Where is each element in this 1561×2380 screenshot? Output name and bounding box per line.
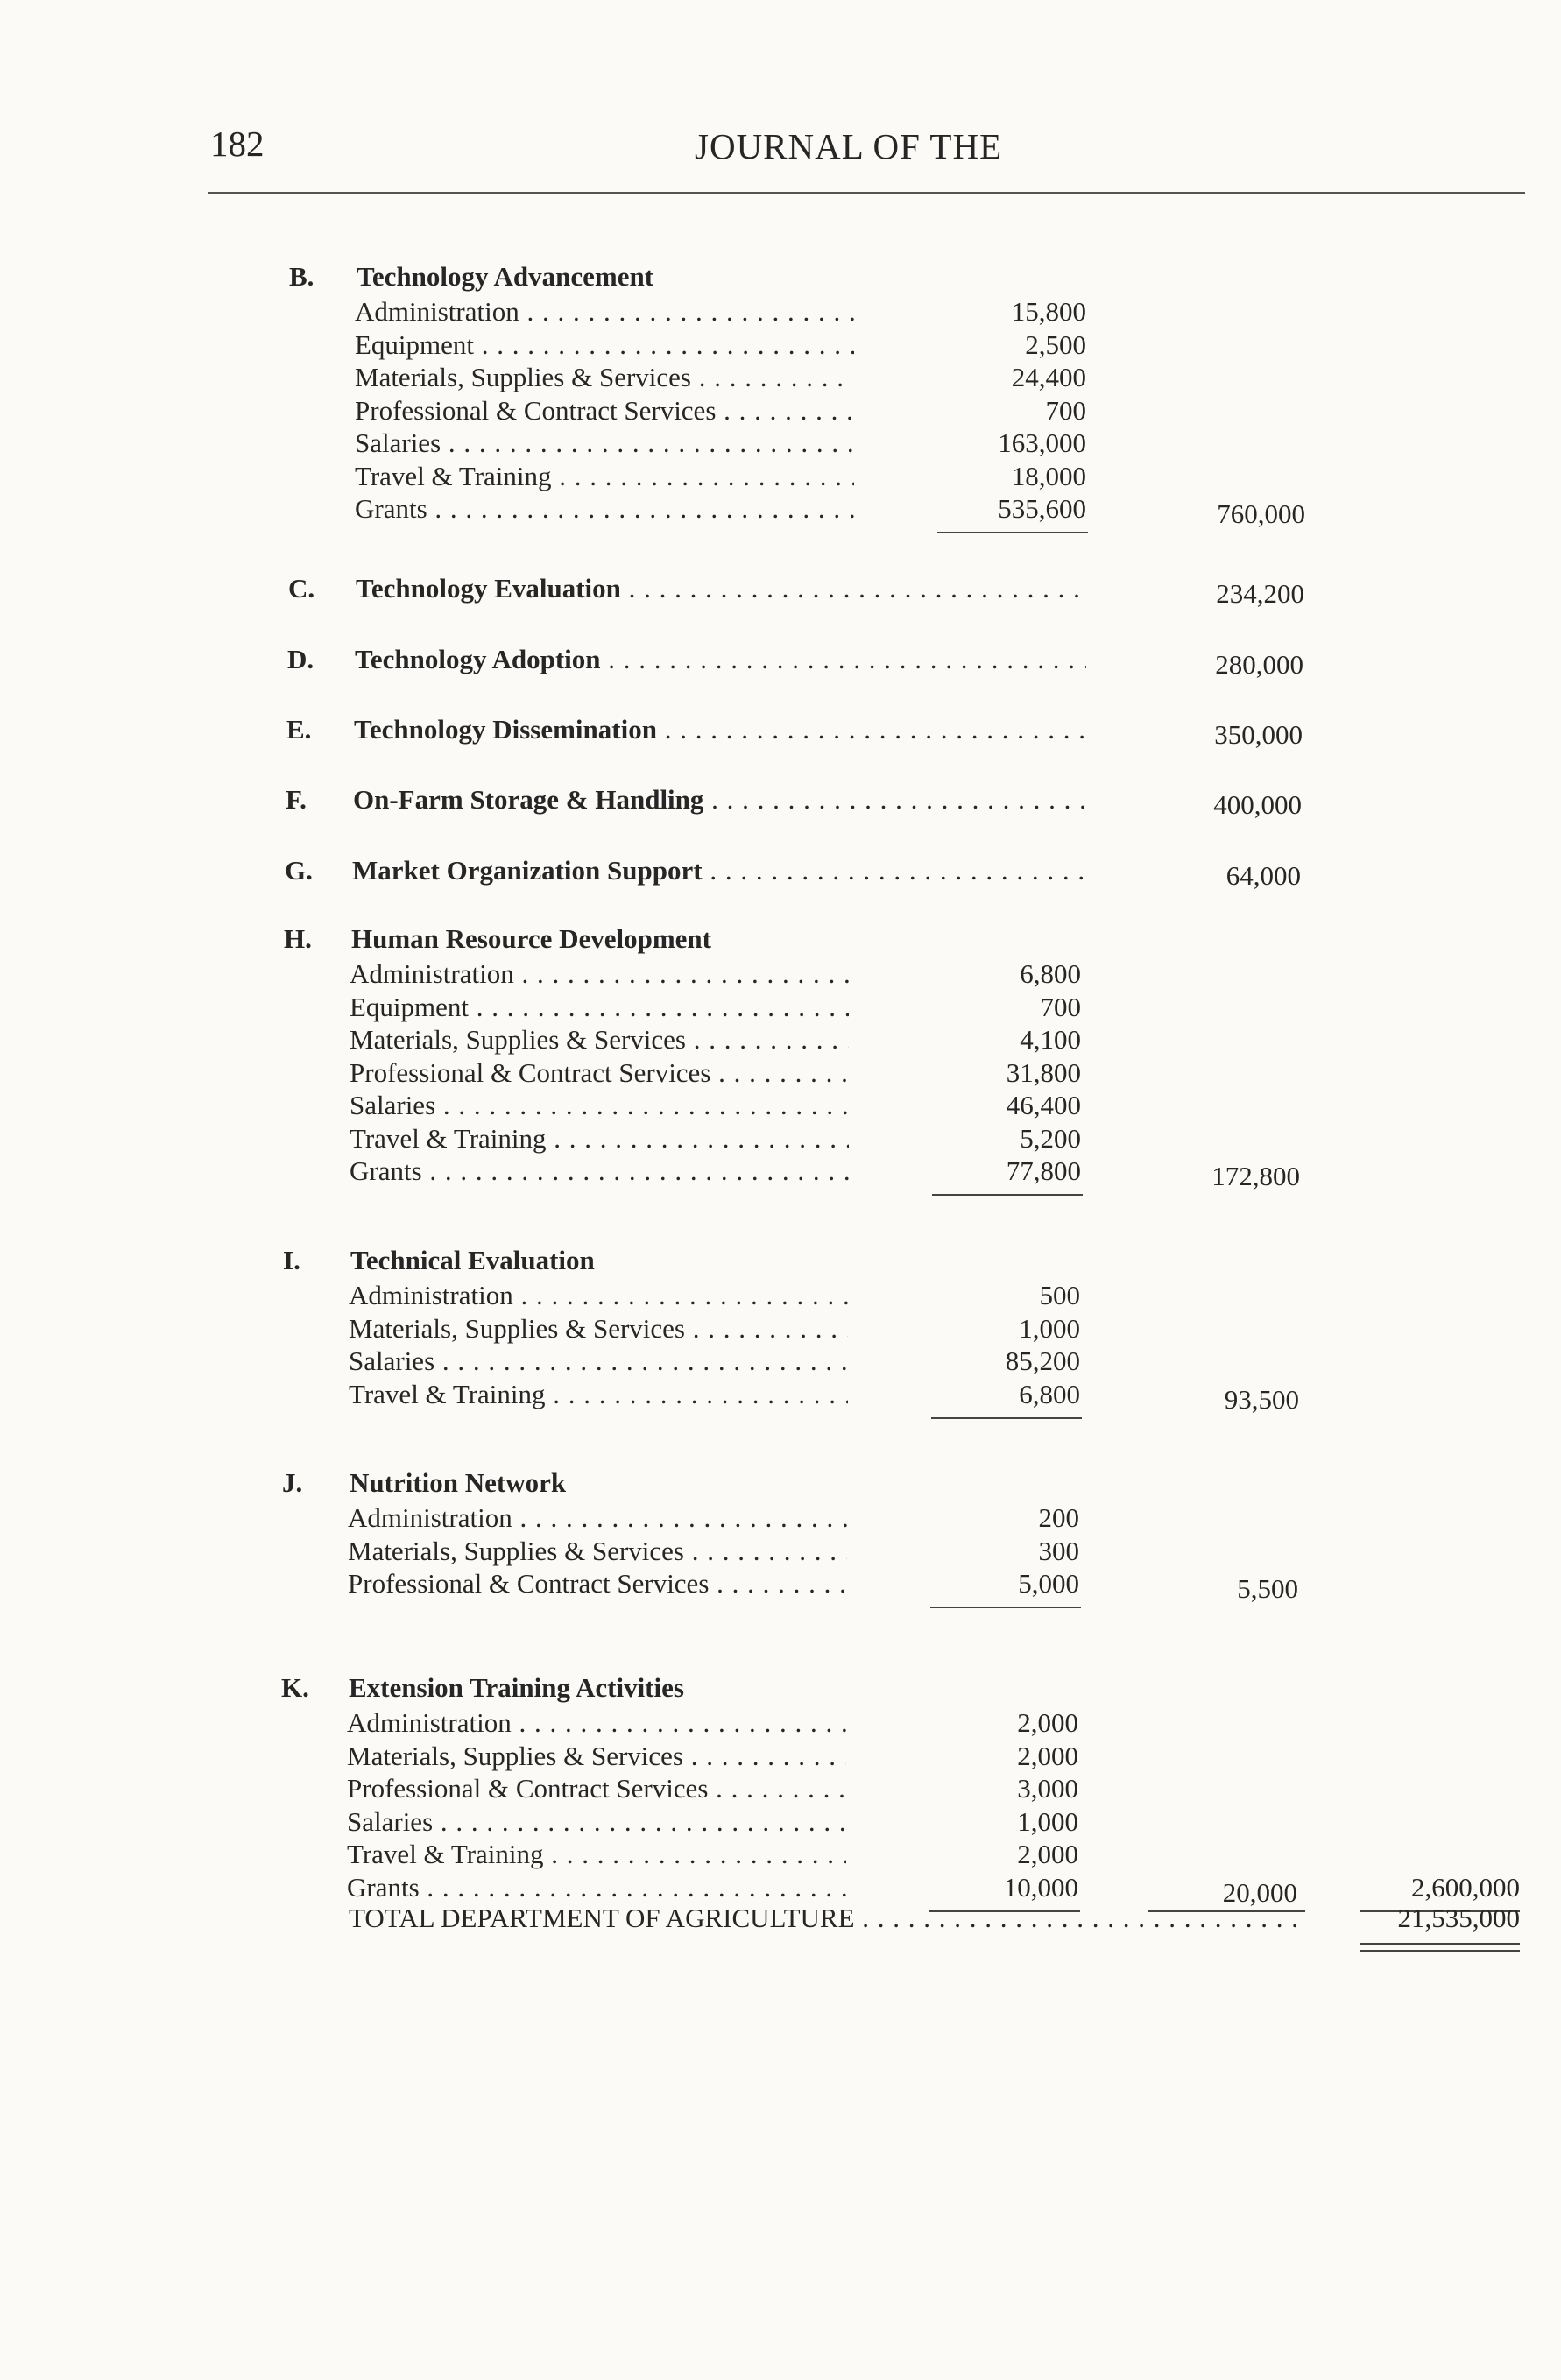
amount-column-rule — [930, 1607, 1081, 1608]
line-item-amount: 1,000 — [1017, 1805, 1078, 1837]
section-subtotal: 64,000 — [1225, 860, 1301, 891]
line-item-label: Professional & Contract Services . . . — [355, 395, 854, 427]
line-item-label: Equipment . . . — [355, 329, 854, 361]
line-item-amount: 5,200 — [1020, 1122, 1081, 1154]
line-item-label: Materials, Supplies & Services . . . — [350, 1024, 849, 1056]
line-item-amount: 500 — [1039, 1280, 1080, 1310]
section-letter: D. — [287, 644, 314, 674]
grand-total-amount: 21,535,000 — [1397, 1903, 1520, 1933]
line-item-amount: 31,800 — [1006, 1056, 1081, 1088]
section-letter: C. — [288, 573, 315, 604]
line-item-amount: 18,000 — [1011, 460, 1086, 491]
section-letter: G. — [285, 855, 313, 886]
line-item-amount: 10,000 — [1003, 1871, 1078, 1903]
section-subtotal: 5,500 — [1237, 1573, 1298, 1604]
line-item-amount: 85,200 — [1005, 1345, 1080, 1376]
line-item-label: Travel & Training . . . — [349, 1379, 848, 1410]
line-item-amount: 3,000 — [1017, 1773, 1078, 1804]
amount-column-rule — [932, 1194, 1083, 1196]
line-item-label: Grants . . . — [355, 493, 854, 525]
grand-total-label: TOTAL DEPARTMENT OF AGRICULTURE . . . — [349, 1903, 1296, 1934]
section-letter: J. — [282, 1467, 303, 1498]
program-total: 2,600,000 — [1411, 1871, 1520, 1903]
page-number: 182 — [210, 124, 265, 164]
line-item-label: Administration . . . — [348, 1502, 847, 1534]
section-subtotal: 172,800 — [1211, 1161, 1300, 1191]
line-item-label: Administration . . . — [355, 296, 854, 328]
section-title: Market Organization Support . . . — [352, 855, 1084, 886]
line-item-amount: 163,000 — [998, 427, 1086, 458]
section-subtotal: 350,000 — [1214, 719, 1303, 750]
line-item-amount: 2,000 — [1017, 1707, 1078, 1738]
section-letter: K. — [281, 1672, 309, 1703]
section-title: Human Resource Development — [351, 923, 711, 954]
line-item-amount: 5,000 — [1018, 1568, 1079, 1599]
line-item-label: Grants . . . — [350, 1155, 849, 1187]
line-item-amount: 2,000 — [1017, 1740, 1078, 1771]
grand-total-double-rule-bottom — [1360, 1950, 1520, 1952]
section-title: Extension Training Activities — [349, 1672, 684, 1703]
line-item-label: Salaries . . . — [350, 1090, 849, 1121]
line-item-label: Professional & Contract Services . . . — [348, 1568, 847, 1600]
line-item-amount: 24,400 — [1011, 362, 1086, 392]
line-item-label: Salaries . . . — [349, 1345, 848, 1377]
line-item-amount: 6,800 — [1020, 958, 1081, 989]
section-title: On-Farm Storage & Handling . . . — [353, 784, 1084, 816]
section-title: Technology Evaluation . . . — [356, 573, 1087, 604]
line-item-amount: 1,000 — [1019, 1312, 1080, 1344]
section-title: Technical Evaluation — [350, 1245, 595, 1275]
line-item-label: Materials, Supplies & Services . . . — [355, 362, 854, 393]
line-item-amount: 300 — [1038, 1535, 1079, 1566]
line-item-amount: 6,800 — [1019, 1378, 1080, 1409]
line-item-label: Professional & Contract Services . . . — [350, 1057, 849, 1089]
section-subtotal: 280,000 — [1215, 649, 1303, 680]
line-item-amount: 15,800 — [1011, 296, 1086, 327]
line-item-label: Equipment . . . — [350, 992, 849, 1023]
line-item-label: Materials, Supplies & Services . . . — [349, 1313, 848, 1345]
line-item-amount: 46,400 — [1006, 1090, 1081, 1120]
line-item-amount: 4,100 — [1020, 1024, 1081, 1055]
running-head: JOURNAL OF THE — [695, 126, 1003, 166]
header-rule — [208, 192, 1525, 194]
line-item-label: Travel & Training . . . — [355, 461, 854, 492]
line-item-label: Materials, Supplies & Services . . . — [348, 1536, 847, 1567]
line-item-label: Grants . . . — [347, 1872, 846, 1903]
line-item-label: Travel & Training . . . — [347, 1839, 846, 1870]
amount-column-rule — [937, 532, 1088, 533]
section-letter: E. — [286, 714, 312, 745]
section-subtotal: 760,000 — [1217, 498, 1305, 529]
section-subtotal: 93,500 — [1224, 1383, 1299, 1415]
grand-total-double-rule-top — [1360, 1943, 1520, 1945]
line-item-label: Administration . . . — [347, 1707, 846, 1739]
section-subtotal: 234,200 — [1216, 578, 1304, 609]
line-item-amount: 700 — [1045, 394, 1086, 426]
line-item-amount: 2,500 — [1025, 328, 1086, 360]
line-item-amount: 2,000 — [1017, 1839, 1078, 1869]
line-item-label: Professional & Contract Services . . . — [347, 1773, 846, 1804]
line-item-label: Travel & Training . . . — [350, 1123, 849, 1155]
section-letter: I. — [283, 1245, 300, 1275]
line-item-label: Salaries . . . — [347, 1806, 846, 1838]
line-item-label: Administration . . . — [350, 958, 849, 990]
section-subtotal: 20,000 — [1222, 1876, 1297, 1908]
line-item-label: Materials, Supplies & Services . . . — [347, 1741, 846, 1772]
line-item-label: Salaries . . . — [355, 427, 854, 459]
section-subtotal: 400,000 — [1213, 789, 1302, 820]
line-item-amount: 700 — [1040, 991, 1081, 1022]
section-title: Technology Advancement — [357, 261, 654, 292]
section-letter: H. — [284, 923, 312, 954]
amount-column-rule — [931, 1417, 1082, 1419]
section-letter: B. — [289, 261, 314, 292]
line-item-amount: 77,800 — [1006, 1155, 1081, 1186]
section-letter: F. — [286, 784, 307, 815]
section-title: Technology Adoption . . . — [355, 644, 1086, 675]
line-item-amount: 200 — [1038, 1502, 1079, 1533]
section-title: Nutrition Network — [350, 1467, 567, 1498]
line-item-amount: 535,600 — [998, 493, 1086, 524]
section-title: Technology Dissemination . . . — [354, 714, 1085, 745]
line-item-label: Administration . . . — [349, 1280, 848, 1311]
